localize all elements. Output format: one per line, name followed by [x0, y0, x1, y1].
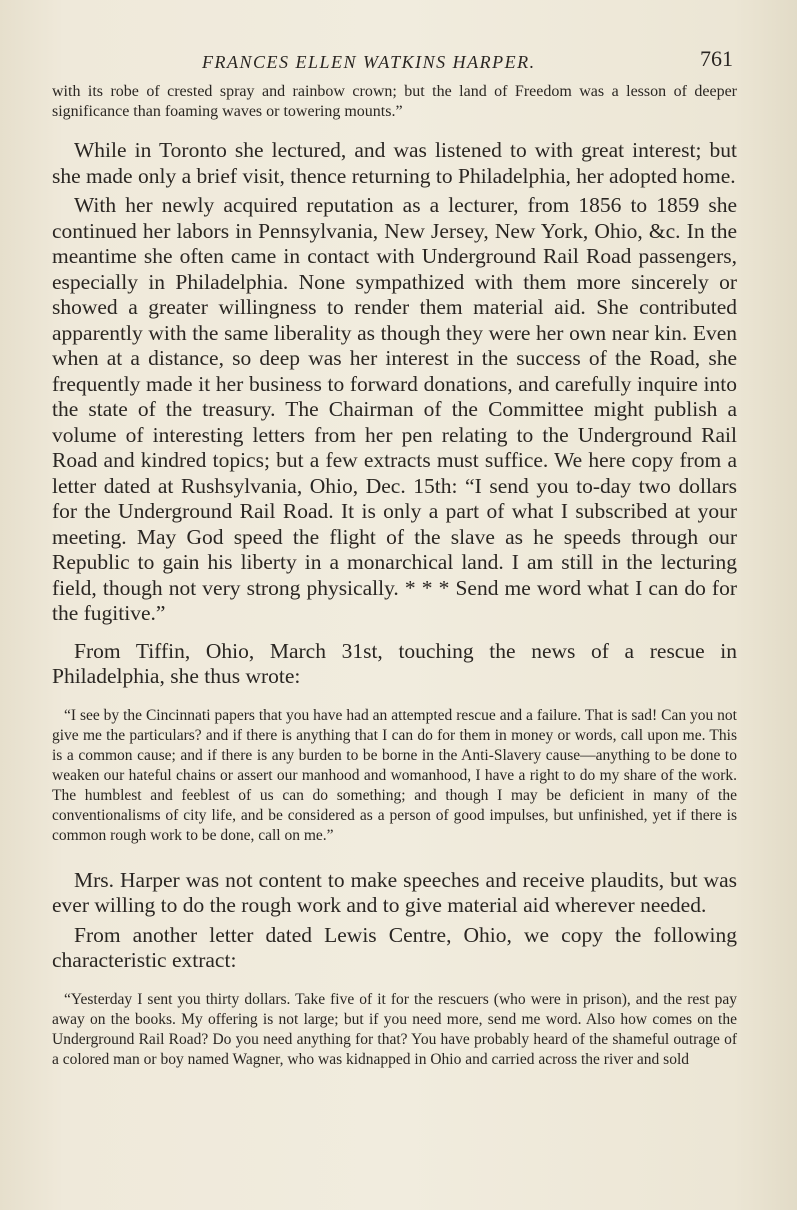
toronto-paragraph: While in Toronto she lectured, and was listened to with great interest; but she made only a brief visit, thence returning to Philadelphia, her adopted home.: [52, 138, 737, 188]
harper-willing-paragraph: Mrs. Harper was not content to make speeches and receive plaudits, but was ever willing to do the rough work and to give material aid wherever needed.: [52, 867, 737, 917]
lecturer-paragraph: With her newly acquired reputation as a lecturer, from 1856 to 1859 she continued her labors in Pennsylvania, New Jersey, New York, Ohio, &c. In the meantime she often came in contact with Underground Rail Road passengers, especially in Philadelphia. None sympathized with them more sincerely or showed a greater willingness to render them material aid. She contributed apparently with the same liberality as though they were her own near kin. Even when at a distance, so deep was her interest in the success of the Road, she frequently made it her business to forward donations, and carefully inquire into the state of the treasury. The Chairman of the Committee might publish a volume of interesting letters from her pen relating to the Underground Rail Road and kindred topics; but a few extracts must suffice. We here copy from a letter dated at Rushsylvania, Ohio, Dec. 15th: “I send you to-day two dollars for the Underground Rail Road. It is only a part of what I subscribed at your meeting. May God speed the flight of the slave as he speeds through our Republic to gain his liberty in a monarchical land. I am still in the lecturing field, though not very strong physically. * * * Send me word what I can do for the fugitive.”: [52, 193, 737, 625]
lewis-centre-letter-quote: “Yesterday I sent you thirty dollars. Take five of it for the rescuers (who were in prison), and the rest pay away on the books. My offering is not large; but if you need more, send me word. Also how comes on the Underground Rail Road? Do you need anything for that? You have probably heard of the shameful outrage of a colored man or boy named Wagner, who was kidnapped in Ohio and carried across the river and sold: [52, 990, 737, 1068]
page-number: 761: [700, 46, 733, 71]
running-title: FRANCES ELLEN WATKINS HARPER.: [202, 52, 536, 72]
lewis-centre-intro-paragraph: From another letter dated Lewis Centre, Ohio, we copy the following characteristic extract:: [52, 922, 737, 972]
running-header: [52, 44, 737, 74]
tiffin-intro-paragraph: From Tiffin, Ohio, March 31st, touching the news of a rescue in Philadelphia, she thus wrote:: [52, 638, 737, 688]
tiffin-letter-quote: “I see by the Cincinnati papers that you have had an attempted rescue and a failure. That is sad! Can you not give me the particulars? and if there is anything that I can do for them in money or words, call upon me. This is a common cause; and if there is any burden to be borne in the Anti-Slavery cause—anything to be done to weaken our hateful chains or assert our manhood and womanhood, I have a right to do my share of the work. The humblest and feeblest of us can do something; and though I may be deficient in many of the conventionalisms of city life, and be considered as a person of good impulses, but unfinished, yet if there is common rough work to be done, call on me.”: [52, 706, 737, 844]
continued-quote-paragraph: with its robe of crested spray and rainbow crown; but the land of Freedom was a lesson of deeper significance than foaming waves or towering mounts.”: [52, 83, 737, 120]
